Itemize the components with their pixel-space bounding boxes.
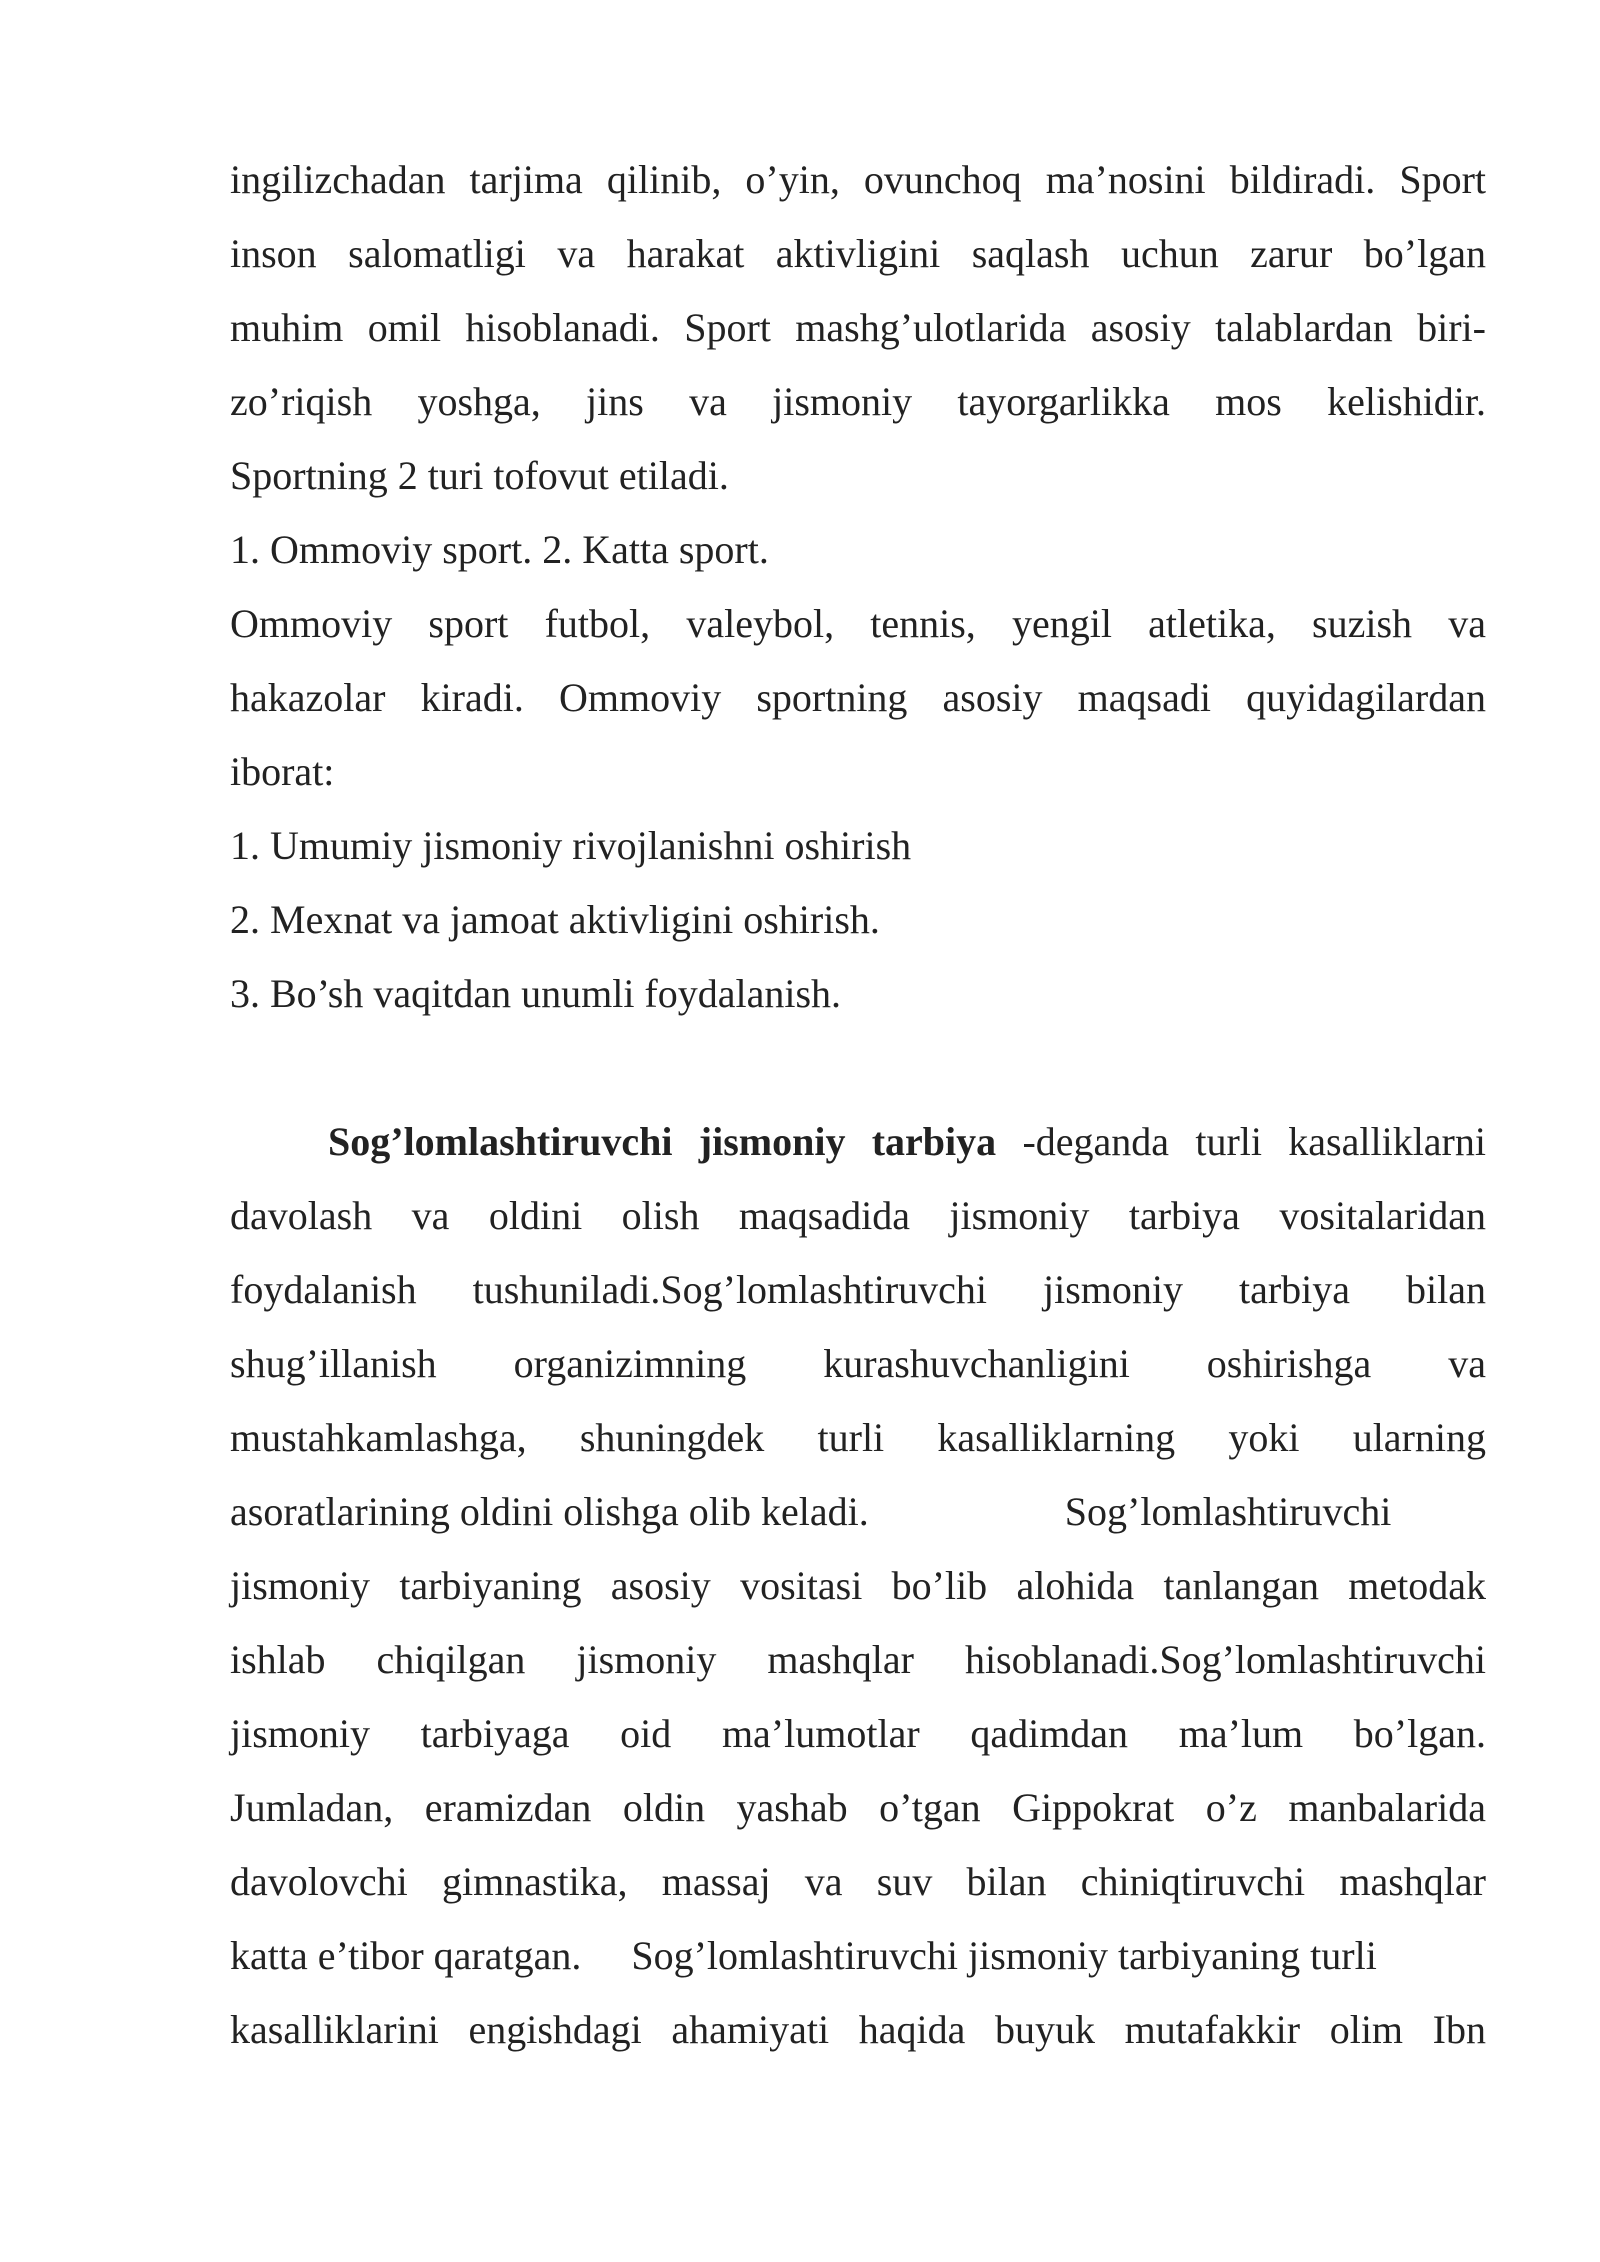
text-line: hakazolar kiradi. Ommoviy sportning asosiy maqsadi quyidagilardan	[230, 675, 1486, 720]
text-line: Sportning 2 turi tofovut etiladi.	[230, 453, 729, 498]
list-item: 3. Bo’sh vaqitdan unumli foydalanish.	[230, 971, 842, 1016]
text-line: jismoniy tarbiyaga oid ma’lumotlar qadimdan ma’lum bo’lgan.	[230, 1711, 1486, 1756]
text-segment: katta e’tibor qaratgan.	[230, 1933, 582, 1978]
text-line: Ommoviy sport futbol, valeybol, tennis, yengil atletika, suzish va	[230, 601, 1486, 646]
blank-line	[230, 1038, 1486, 1112]
text-line: ingilizchadan tarjima qilinib, o’yin, ovunchoq ma’nosini bildiradi. Sport	[230, 157, 1486, 202]
sport-types-line: 1. Ommoviy sport. 2. Katta sport.	[230, 527, 769, 572]
text-line	[230, 1926, 1486, 2000]
text-line: Jumladan, eramizdan oldin yashab o’tgan Gippokrat o’z manbalarida	[230, 1785, 1486, 1830]
text-line: iborat:	[230, 749, 335, 794]
text-line: mustahkamlashga, shuningdek turli kasalliklarning yoki ularning	[230, 1415, 1486, 1460]
text-line: davolovchi gimnastika, massaj va suv bilan chiniqtiruvchi mashqlar	[230, 1859, 1486, 1904]
text-line: davolash va oldini olish maqsadida jismoniy tarbiya vositalaridan	[230, 1193, 1486, 1238]
text-line	[230, 1482, 1486, 1556]
text-segment: asoratlarining oldini olishga olib keladi.	[230, 1489, 869, 1534]
text-line: muhim omil hisoblanadi. Sport mashg’ulotlarida asosiy talablardan biri-	[230, 305, 1486, 350]
text-line: foydalanish tushuniladi.Sog’lomlashtiruvchi jismoniy tarbiya bilan	[230, 1267, 1486, 1312]
text-segment: Sog’lomlashtiruvchi	[1064, 1489, 1392, 1534]
text-line: kasalliklarini engishdagi ahamiyati haqida buyuk mutafakkir olim Ibn	[230, 2007, 1486, 2052]
document-page	[230, 150, 1486, 2074]
text-line: zo’riqish yoshga, jins va jismoniy tayorgarlikka mos kelishidir.	[230, 379, 1486, 424]
text-line: shug’illanish organizimning kurashuvchanligini oshirishga va	[230, 1341, 1486, 1386]
list-item: 1. Umumiy jismoniy rivojlanishni oshirish	[230, 823, 912, 868]
text-line: jismoniy tarbiyaning asosiy vositasi bo’lib alohida tanlangan metodak	[230, 1563, 1486, 1608]
text-line: ishlab chiqilgan jismoniy mashqlar hisoblanadi.Sog’lomlashtiruvchi	[230, 1637, 1486, 1682]
section-first-line	[230, 1112, 1486, 1186]
text-line: inson salomatligi va harakat aktivligini saqlash uchun zarur bo’lgan	[230, 231, 1486, 276]
section-term: Sog’lomlashtiruvchi jismoniy tarbiya	[328, 1119, 997, 1164]
text-segment: Sog’lomlashtiruvchi jismoniy tarbiyaning turli	[631, 1933, 1377, 1978]
list-item: 2. Mexnat va jamoat aktivligini oshirish.	[230, 897, 880, 942]
section-first-line-rest: -deganda turli kasalliklarni	[996, 1119, 1486, 1164]
